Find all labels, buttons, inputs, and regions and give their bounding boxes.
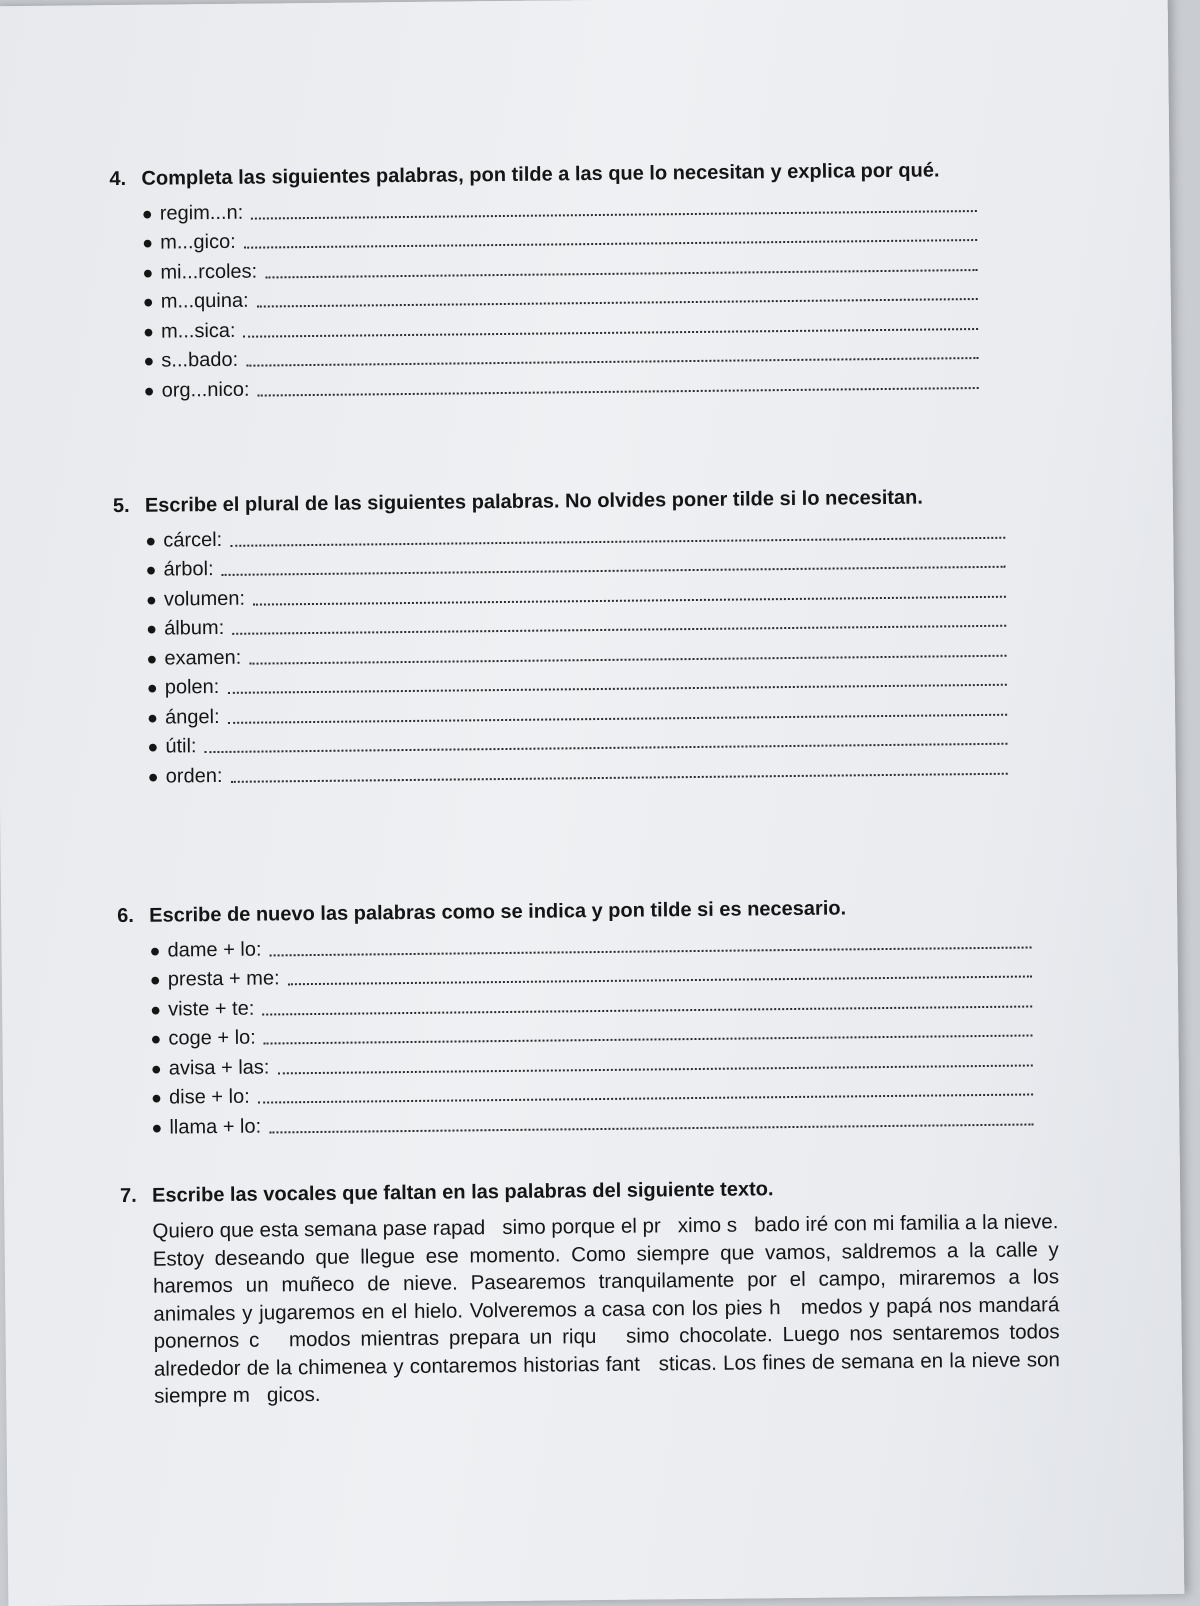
word-label: árbol: — [163, 558, 214, 581]
bullet-icon: ● — [143, 380, 155, 401]
word-label: volumen: — [163, 587, 246, 611]
bullet-icon: ● — [150, 1087, 163, 1108]
exercise-instruction: Escribe el plural de las siguientes palabras. No olvides poner tilde si lo necesitan. — [144, 486, 924, 517]
word-label: dame + lo: — [167, 938, 262, 962]
bullet-icon: ● — [151, 1117, 163, 1138]
word-label: coge + lo: — [168, 1026, 256, 1050]
word-label: m...gico: — [160, 230, 236, 254]
word-label: s...bado: — [161, 348, 239, 372]
word-label: orden: — [165, 764, 223, 788]
answer-line[interactable] — [244, 238, 977, 249]
exercise-6-word-list — [117, 924, 1033, 1140]
word-label: m...quina: — [160, 289, 249, 313]
exercise-7-text: Quiero que esta semana pase rapad simo porque el pr ximo s bado iré con mi familia a la nieve. Estoy deseando que llegue ese momento. Como siempre que vamos, saldremos a la calle y haremos un muñeco de nieve. Pasearemos tranquilamente por el campo, miraremos a los animales y jugaremos en el hielo. Volveremos a casa con los pies h medos y papá nos mandará ponernos c modos mientras prepara un riqu simo chocolate. Luego nos sentaremos todos alrededor de la chimenea y contaremos historias fant sticas. Los fines de semana en la nieve son siempre m gicos. — [152, 1210, 1066, 1408]
exercise-5-word-list — [113, 515, 1008, 790]
bullet-icon: ● — [142, 262, 154, 283]
word-label: avisa + las: — [168, 1055, 270, 1080]
bullet-icon: ● — [150, 999, 162, 1020]
exercise-5 — [113, 482, 1076, 790]
exercise-instruction: Completa las siguientes palabras, pon tilde a las que lo necesitan y explica por qué. — [141, 159, 940, 190]
answer-line[interactable] — [246, 356, 978, 367]
bullet-icon: ● — [145, 589, 157, 610]
exercise-number: 4. — [109, 167, 127, 191]
word-label: útil: — [165, 735, 197, 758]
word-label: ángel: — [164, 705, 220, 729]
bullet-icon: ● — [145, 530, 157, 551]
answer-line[interactable] — [244, 327, 979, 338]
exercise-instruction: Escribe las vocales que faltan en las palabras del siguiente texto. — [152, 1178, 774, 1207]
word-label: dise + lo: — [168, 1085, 250, 1109]
word-label: examen: — [164, 646, 242, 670]
word-label: regim...n: — [159, 201, 244, 225]
bullet-icon: ● — [147, 736, 159, 757]
bullet-icon: ● — [150, 1058, 162, 1079]
word-label: llama + lo: — [169, 1115, 262, 1139]
bullet-icon: ● — [143, 350, 155, 371]
bullet-icon: ● — [149, 940, 161, 961]
answer-line[interactable] — [258, 386, 979, 397]
answer-line[interactable] — [257, 297, 978, 308]
exercise-number: 6. — [117, 904, 134, 928]
answer-line[interactable] — [265, 268, 977, 278]
word-label: viste + te: — [168, 997, 255, 1021]
exercise-4-word-list — [110, 188, 979, 404]
bullet-icon: ● — [142, 232, 154, 253]
word-label: m...sica: — [160, 319, 236, 343]
exercise-7-heading — [120, 1172, 1080, 1210]
exercise-6 — [117, 892, 1079, 1141]
exercise-5-heading — [113, 482, 1073, 520]
bullet-icon: ● — [146, 618, 158, 639]
word-label: álbum: — [164, 616, 225, 640]
bullet-icon: ● — [146, 648, 158, 669]
bullet-icon: ● — [146, 677, 158, 698]
answer-line[interactable] — [269, 1122, 1033, 1133]
answer-line[interactable] — [251, 209, 977, 220]
exercise-number: 5. — [112, 494, 130, 518]
word-label: presta + me: — [167, 967, 280, 991]
exercise-instruction: Escribe de nuevo las palabras como se indica y pon tilde si es necesario. — [149, 897, 847, 927]
word-label: mi...rcoles: — [160, 260, 258, 284]
bullet-icon: ● — [147, 707, 159, 728]
bullet-icon: ● — [141, 203, 153, 224]
word-label: cárcel: — [163, 528, 223, 552]
exercise-4-heading — [109, 155, 1069, 193]
bullet-icon: ● — [147, 766, 159, 787]
exercise-4 — [109, 155, 1071, 404]
exercise-7 — [120, 1172, 1082, 1411]
word-label: polen: — [164, 675, 220, 699]
bullet-icon: ● — [150, 1028, 162, 1049]
bullet-icon: ● — [142, 321, 155, 342]
answer-line[interactable] — [230, 771, 1007, 782]
exercise-6-heading — [117, 892, 1077, 930]
word-label: org...nico: — [161, 378, 250, 402]
bullet-icon: ● — [142, 291, 154, 312]
bullet-icon: ● — [149, 969, 161, 990]
exercise-number: 7. — [120, 1184, 137, 1208]
bullet-icon: ● — [145, 559, 157, 580]
